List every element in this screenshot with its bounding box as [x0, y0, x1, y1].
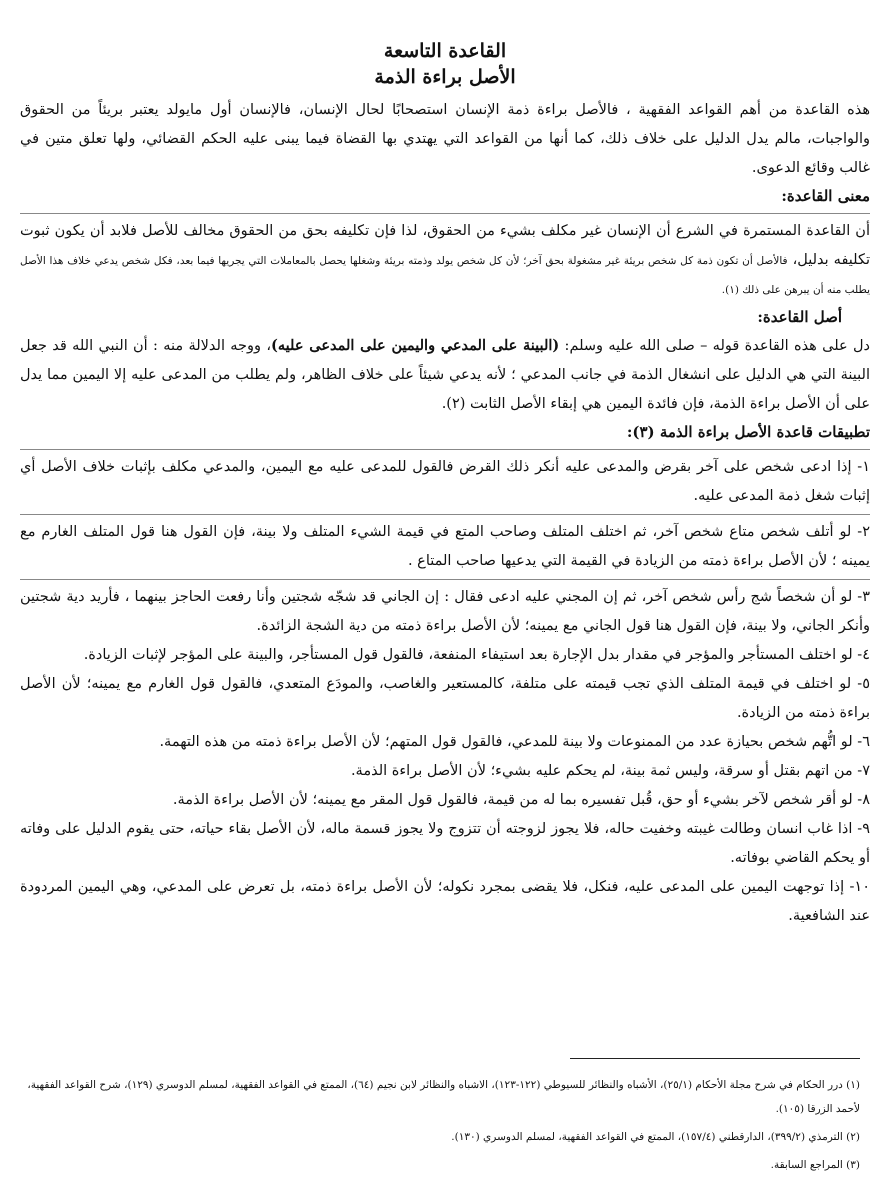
application-item-6: ٦- لو اتُّهم شخص بحيازة عدد من الممنوعات ولا بينة للمدعي، فالقول قول المتهم؛ لأن الأصل براءة ذمته من هذه التهمة. [159, 734, 870, 750]
application-divider-2 [20, 579, 870, 580]
application-item-4: ٤- لو اختلف المستأجر والمؤجر في مقدار بدل الإجارة بعد استيفاء المنفعة، فالقول قول المستأجر، والبينة على المؤجر لإثبات الزيادة. [83, 647, 870, 663]
origin-text-before: دل على هذه القاعدة قوله – صلى الله عليه وسلم: [559, 338, 870, 354]
applications-heading: تطبيقات قاعدة الأصل براءة الذمة (٣): [626, 423, 870, 441]
meaning-heading: معنى القاعدة: [781, 187, 870, 205]
meaning-text: أن القاعدة المستمرة في الشرع أن الإنسان غير مكلف بشيء من الحقوق، لذا فإن تكليفه بحق من الحقوق مخالف للأصل فلابد أن يكون ثبوت تكليفه بدليل، [20, 223, 870, 268]
intro-paragraph: هذه القاعدة من أهم القواعد الفقهية ، فالأصل براءة ذمة الإنسان استصحابًا لحال الإنسان، فالإنسان أول مايولد يعتبر بريئاً من الحقوق والواجبات، مالم يدل الدليل على خلاف ذلك، كما أنها من القواعد التي يهتدي بها القضاة فيما يبنى عليه الحكم القضائي، ولها تعلق متين في غالب وقائع الدعوى. [20, 102, 870, 176]
origin-paragraph [20, 331, 870, 419]
footnote-3: (٣) المراجع السابقة. [770, 1159, 860, 1171]
application-item-3: ٣- لو أن شخصاً شج رأس شخص آخر، ثم إن المجني عليه ادعى فقال : إن الجاني قد شجّه شجتين وأنا رفعت الحاجز بينهما ، فأريد دية شجتين وأنكر الجاني، ولا بينة، فإن القول هنا قول الجاني مع يمينه؛ لأن الأصل براءة ذمته من دية الشجة الزائدة. [20, 589, 870, 634]
application-item-2: ٢- لو أتلف شخص متاع شخص آخر، ثم اختلف المتلف وصاحب المتع في قيمة الشيء المتلف ولا بينة، فإن القول هنا قول المتلف الغارم مع يمينه ؛ لأن الأصل براءة ذمته من الزيادة في القيمة التي يدعيها صاحب المتاع . [20, 524, 870, 569]
applications-divider [20, 449, 870, 450]
footnote-separator [570, 1058, 860, 1059]
application-item-9: ٩- اذا غاب انسان وطالت غيبته وخفيت حاله، فلا يجوز لزوجته أن تتزوج ولا يجوز قسمة ماله، لأن الأصل بقاء حياته، حتى يقوم الدليل على وفاته أو يحكم القاضي بوفاته. [20, 821, 870, 866]
meaning-paragraph [20, 217, 870, 304]
meaning-small-text: فالأصل أن تكون ذمة كل شخص بريئة غير مشغولة بحق آخر؛ لأن كل شخص يولد وذمته بريئة وشغلها يحصل بالمعاملات التي يجريها فيما بعد، فكل شخص يدعي خلاف هذا الأصل يطلب منه أن يبرهن على ذلك (١). [20, 255, 870, 296]
origin-text-after: ، ووجه الدلالة منه : أن النبي الله قد جعل البينة التي هي الدليل على انشغال الذمة في جانب المدعي ؛ لأنه يدعي شيئاً على خلاف الظاهر، ولم يطلب من المدعى عليه إلا اليمين مما يدل على أن الأصل براءة الذمة، فإن فائدة اليمين هي إبقاء الأصل الثابت (٢). [20, 338, 870, 412]
footnote-2: (٢) الترمذي (٣٩٩/٢)، الدارقطني (١٥٧/٤)، الممتع في القواعد الفقهية، لمسلم الدوسري (١٣٠). [451, 1131, 860, 1143]
application-item-10: ١٠- إذا توجهت اليمين على المدعى عليه، فنكل، فلا يقضى بمجرد نكوله؛ لأن الأصل براءة ذمته، بل تعرض على المدعي، وهي اليمين المردودة عند الشافعية. [20, 879, 870, 924]
meaning-divider [20, 213, 870, 214]
application-item-5: ٥- لو اختلف في قيمة المتلف الذي تجب قيمته على متلفة، كالمستعير والغاصب، والمودَع المتعدي، فالقول قول الغارم مع يمينه؛ لأن الأصل براءة ذمته من الزيادة. [20, 676, 870, 721]
document-body [20, 38, 870, 931]
footnote-1: (١) درر الحكام في شرح مجلة الأحكام (٢٥/١)، الأشباه والنظائر للسيوطي (١٢٢-١٢٣)، الاشباه والنظائر لابن نجيم (٦٤)، الممتع في القواعد الفقهية، لمسلم الدوسري (١٢٩)، شرح القواعد الفقهية، لأحمد الزرقا (١٠٥). [27, 1079, 860, 1115]
footnotes [20, 1058, 860, 1181]
application-item-8: ٨- لو أقر شخص لآخر بشيء أو حق، قُبل تفسيره بما له من قيمة، فالقول قول المقر مع يمينه؛ لأن الأصل براءة الذمة. [172, 792, 870, 808]
rule-title: القاعدة التاسعة [383, 40, 507, 62]
hadith-quote: (البينة على المدعي واليمين على المدعى عليه) [271, 337, 560, 354]
origin-heading: أصل القاعدة: [757, 308, 842, 326]
application-divider-1 [20, 514, 870, 515]
application-item-1: ١- إذا ادعى شخص على آخر بقرض والمدعى عليه أنكر ذلك القرض فالقول للمدعى عليه مع اليمين، والمدعي مكلف بإثبات خلاف الأصل أي إثبات شغل ذمة المدعى عليه. [20, 459, 870, 504]
application-item-7: ٧- من اتهم بقتل أو سرقة، وليس ثمة بينة، لم يحكم عليه بشيء؛ لأن الأصل براءة الذمة. [350, 763, 870, 779]
rule-subtitle: الأصل براءة الذمة [374, 66, 516, 88]
